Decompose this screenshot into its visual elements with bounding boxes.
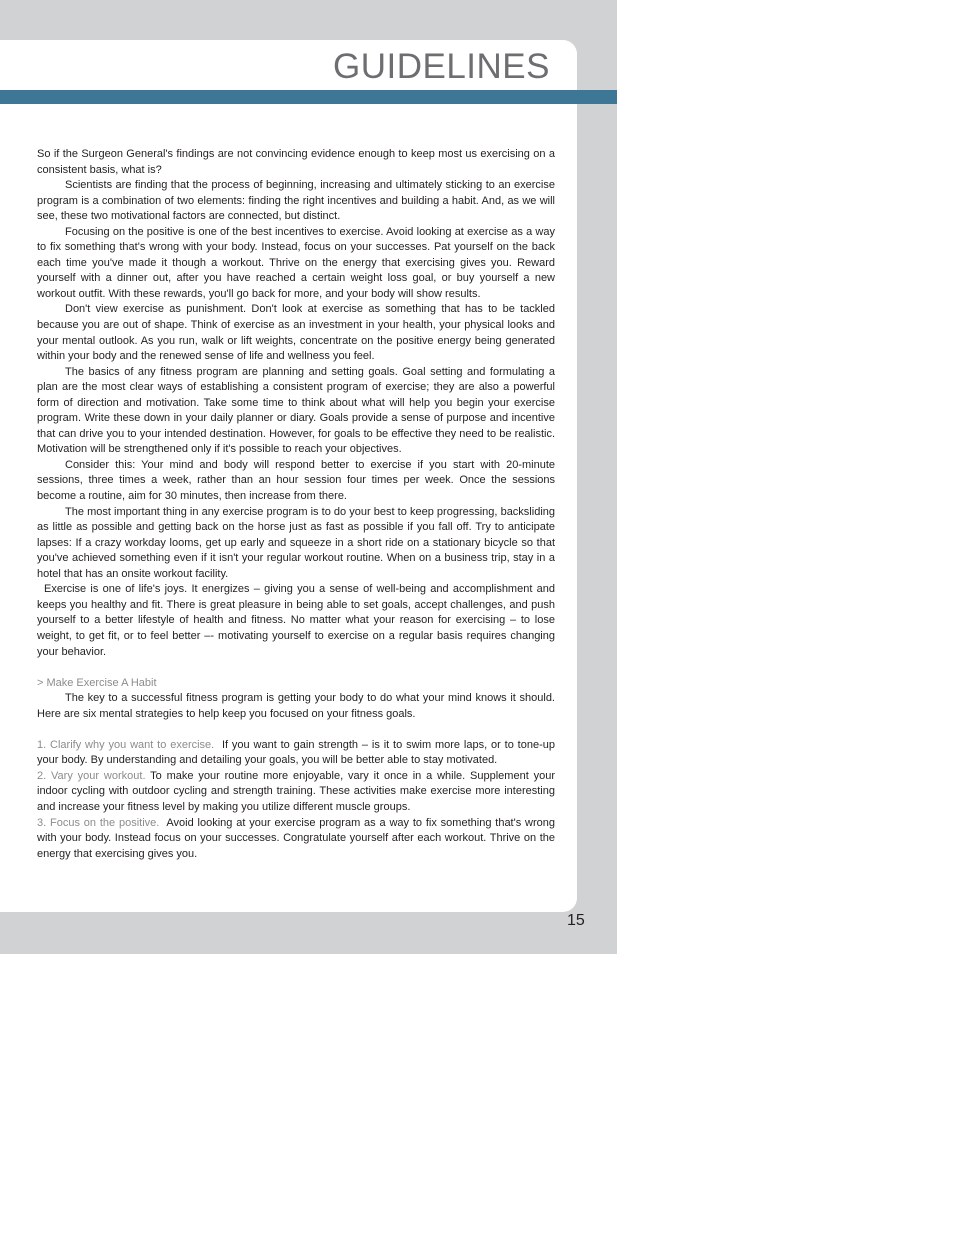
paragraph: The basics of any fitness program are planning and setting goals. Goal setting and formulating a plan are the most clear ways of establishing a consistent program of exercise; they are also a powerful form of direction and motivation. Take some time to think about what will help you begin your exercise program. Write these down in your daily planner or diary. Goals provide a sense of purpose and incentive that can drive you to your intended destination. However, for goals to be effective they need to be realistic. Motivation will be strengthened only if it's possible to reach your objectives.	[37, 365, 555, 456]
list-item-text: Avoid looking at your exercise program as a way to fix something that's wrong with your body. Instead focus on your successes. Congratulate yourself after each workout. Thrive on the energy that exercising gives you.	[37, 816, 556, 860]
article-body	[37, 147, 555, 862]
list-item-label: 2. Vary your workout.	[37, 769, 146, 782]
paragraph: Scientists are finding that the process of beginning, increasing and ultimately sticking to an exercise program is a combination of two elements: finding the right incentives and building a habit. And, as we will see, these two motivational factors are connected, but distinct.	[37, 179, 555, 223]
paragraph: Focusing on the positive is one of the best incentives to exercise. Avoid looking at exercise as a way to fix something that's wrong with your body. Instead, focus on your successes. Pat yourself on the back each time you've made it though a workout. Thrive on the energy that exercising gives you. Reward yourself with a dinner out, after you have reached a certain weight loss goal, or buy yourself a new workout outfit. With these rewards, you'll go back for more, and your body will show results.	[37, 225, 555, 300]
list-item-text: To make your routine more enjoyable, vary it once in a while. Supplement your indoor cycling with outdoor cycling and strength training. These activities make exercise more interesting and increase your fitness level by making you utilize different muscle groups.	[37, 769, 555, 813]
section-heading: > Make Exercise A Habit	[37, 676, 157, 689]
header-bar	[0, 90, 617, 104]
paragraph: So if the Surgeon General's findings are not convincing evidence enough to keep most us exercising on a consistent basis, what is?	[37, 148, 555, 176]
list-item-text: If you want to gain strength – is it to swim more laps, or to tone-up your body. By understanding and detailing your goals, you will be better able to stay motivated.	[37, 738, 555, 767]
paragraph: Consider this: Your mind and body will respond better to exercise if you start with 20-minute sessions, three times a week, rather than an hour session four times per week. Once the sessions become a routine, aim for 30 minutes, then increase from there.	[37, 458, 555, 503]
list-item-label: 1. Clarify why you want to exercise.	[37, 738, 215, 751]
list-item	[37, 769, 555, 816]
paragraph: Exercise is one of life's joys. It energizes – giving you a sense of well-being and accomplishment and keeps you healthy and fit. There is great pleasure in being able to set goals, accept challenges, and push yourself to a better lifestyle of health and fitness. No matter what your reason for exercising – to lose weight, to get fit, or to feel better –- motivating yourself to exercise on a regular basis requires changing your behavior.	[37, 583, 555, 658]
paragraph: The most important thing in any exercise program is to do your best to keep progressing, backsliding as little as possible and getting back on the horse just as fast as possible if you fall off. Try to anticipate lapses: If a crazy workday looms, get up early and squeeze in a short ride on a stationary bicycle so that you've achieved something even if it isn't your regular workout routine. When on a business trip, stay in a hotel that has an onsite workout facility.	[37, 505, 555, 580]
list-item	[37, 816, 555, 863]
paragraph: The key to a successful fitness program is getting your body to do what your mind knows it should. Here are six mental strategies to help keep you focused on your fitness goals.	[37, 692, 555, 720]
page-number: 15	[567, 912, 585, 929]
paragraph: Don't view exercise as punishment. Don't look at exercise as something that has to be tackled because you are out of shape. Think of exercise as an investment in your health, your physical looks and your mental outlook. As you run, walk or lift weights, concentrate on the positive energy being generated within your body and the renewed sense of life and wellness you feel.	[37, 303, 555, 363]
page-title: GUIDELINES	[333, 47, 550, 86]
list-item-label: 3. Focus on the positive.	[37, 816, 160, 829]
list-item	[37, 738, 555, 769]
